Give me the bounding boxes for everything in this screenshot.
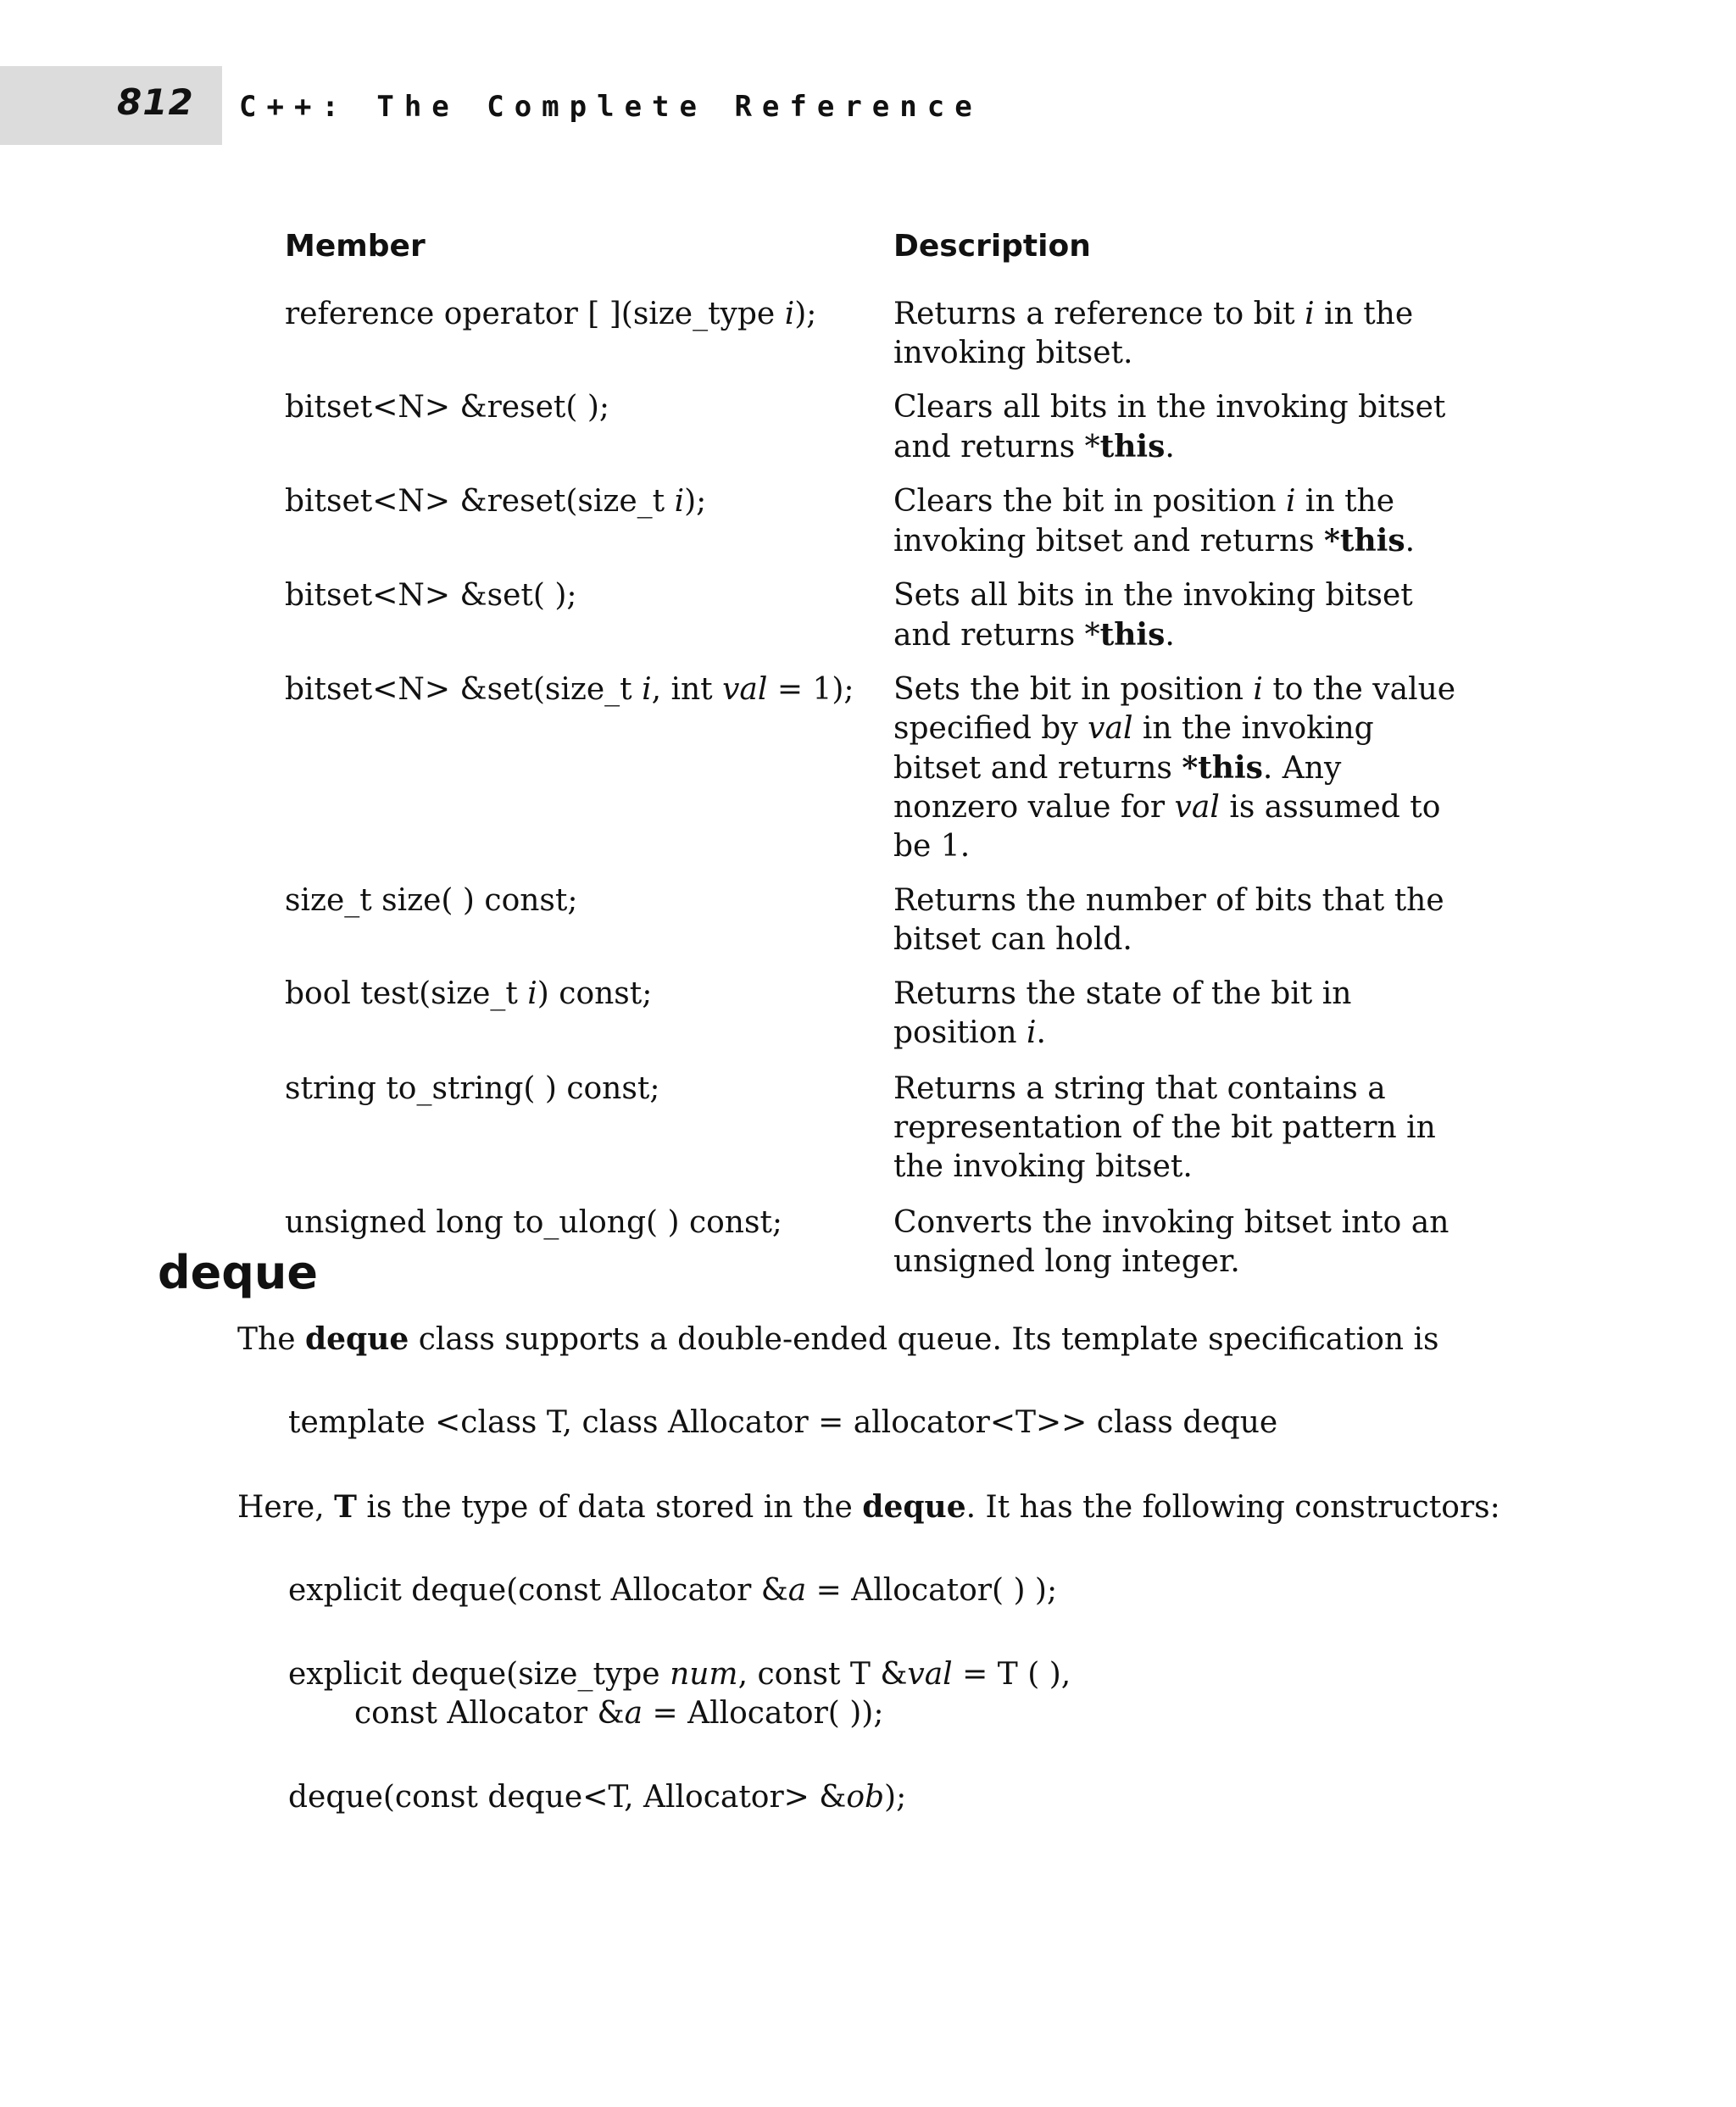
text-run: ob (846, 1780, 885, 1815)
section-heading-deque: deque (158, 1246, 318, 1299)
member-signature (285, 295, 816, 334)
text-run: The (237, 1322, 305, 1357)
member-signature (285, 881, 578, 920)
text-run: . It has the following constructors: (965, 1490, 1500, 1525)
table-row (285, 482, 1472, 561)
member-signature (285, 576, 577, 615)
constructor-copy (288, 1778, 906, 1817)
member-signature (285, 1204, 782, 1243)
text-run: ) const; (537, 976, 653, 1011)
text-run: i (784, 297, 795, 331)
table-row (285, 576, 1472, 655)
text-run: is assumed to be 1. (893, 790, 1441, 864)
member-description (893, 670, 1470, 866)
member-signature (285, 670, 854, 709)
text-run: in the invoking bitset and returns (893, 484, 1395, 559)
text-run: i (1305, 297, 1315, 331)
text-run: in the invoking bitset and returns (893, 711, 1374, 786)
text-run: = T ( ), (952, 1657, 1071, 1692)
intro-paragraph (237, 1320, 1439, 1359)
member-description (893, 482, 1470, 561)
member-description (893, 388, 1470, 467)
template-specification (288, 1404, 1277, 1443)
text-run: = Allocator( ) ); (806, 1573, 1058, 1608)
text-run: this (1099, 617, 1166, 653)
text-run: val (722, 672, 768, 707)
text-run: val (1088, 711, 1133, 746)
text-run: Sets all bits in the invoking bitset and returns * (893, 578, 1413, 653)
text-run: deque (862, 1489, 966, 1525)
constructor-size-line1 (288, 1655, 1071, 1694)
member-description (893, 1204, 1470, 1281)
text-run: Here, (237, 1490, 335, 1525)
member-signature (285, 1070, 659, 1109)
text-run: i (1253, 672, 1263, 707)
member-description (893, 975, 1470, 1053)
text-run: . Any nonzero value for (893, 751, 1342, 825)
running-head: C++: The Complete Reference (239, 90, 982, 124)
text-run: bool test(size_t (285, 976, 528, 1011)
text-run: Clears the bit in position (893, 484, 1286, 519)
text-run: . (1165, 430, 1175, 464)
text-run: a (624, 1696, 643, 1731)
text-run: , int (651, 672, 723, 707)
table-row (285, 1204, 1472, 1281)
text-run: bitset<N> &set(size_t (285, 672, 643, 707)
text-run: to the value specified by (893, 672, 1456, 746)
text-run: reference operator [ ](size_type (285, 297, 785, 331)
page-number: 812 (117, 81, 194, 123)
text-run: class supports a double-ended queue. Its template specification is (409, 1322, 1439, 1357)
text-run: explicit deque(size_type (288, 1657, 670, 1692)
text-run: template <class T, class Allocator = allocator<T>> class deque (288, 1405, 1278, 1440)
table-body (285, 295, 1472, 1281)
text-run: *this (1324, 523, 1405, 559)
table-row (285, 881, 1472, 959)
text-run: num (670, 1657, 738, 1692)
text-run: Returns a reference to bit (893, 297, 1305, 331)
text-run: . (1036, 1015, 1046, 1050)
text-run: = Allocator( )); (643, 1696, 884, 1731)
member-description (893, 1070, 1470, 1187)
table-header (285, 229, 1472, 295)
constructor-size-line2 (354, 1694, 883, 1733)
text-run: bitset<N> &reset( ); (285, 390, 610, 425)
text-run: i (674, 484, 685, 519)
text-run: i (527, 976, 537, 1011)
text-run: const Allocator & (354, 1696, 625, 1731)
text-run: Returns the number of bits that the bitset can hold. (893, 883, 1444, 957)
text-run: explicit deque(const Allocator & (288, 1573, 788, 1608)
text-run: is the type of data stored in the (356, 1490, 863, 1525)
text-run: i (642, 672, 652, 707)
member-description (893, 881, 1470, 959)
table-row (285, 670, 1472, 866)
table-row (285, 295, 1472, 373)
text-run: Sets the bit in position (893, 672, 1254, 707)
here-paragraph (237, 1487, 1500, 1527)
text-run: string to_string( ) const; (285, 1071, 660, 1106)
constructor-default (288, 1571, 1057, 1610)
column-header-member: Member (285, 229, 426, 264)
member-signature (285, 975, 652, 1014)
member-table (285, 229, 1472, 1281)
column-header-description: Description (893, 229, 1091, 264)
text-run: . (1405, 524, 1416, 559)
text-run: Clears all bits in the invoking bitset and returns * (893, 390, 1446, 464)
table-row (285, 975, 1472, 1053)
member-description (893, 576, 1470, 655)
text-run: i (1027, 1015, 1037, 1050)
text-run: in the invoking bitset. (893, 297, 1414, 370)
text-run: ); (884, 1780, 907, 1815)
text-run: , const T & (737, 1657, 908, 1692)
member-description (893, 295, 1470, 373)
text-run: i (1285, 484, 1296, 519)
member-signature (285, 388, 609, 427)
text-run: bitset<N> &reset(size_t (285, 484, 675, 519)
text-run: = 1); (767, 672, 854, 707)
text-run: Converts the invoking bitset into an unsigned long integer. (893, 1205, 1449, 1279)
text-run: ); (794, 297, 817, 331)
text-run: . (1165, 618, 1175, 653)
text-run: ); (684, 484, 707, 519)
member-signature (285, 482, 706, 521)
text-run: this (1099, 429, 1166, 464)
text-run: a (787, 1573, 807, 1608)
text-run: size_t size( ) const; (285, 883, 578, 918)
text-run: bitset<N> &set( ); (285, 578, 577, 613)
table-row (285, 388, 1472, 467)
text-run: val (907, 1657, 953, 1692)
text-run: deque(const deque<T, Allocator> & (288, 1780, 847, 1815)
table-row (285, 1070, 1472, 1187)
text-run: Returns a string that contains a representation of the bit pattern in the invoking bitset. (893, 1071, 1436, 1184)
text-run: T (334, 1489, 357, 1525)
text-run: deque (304, 1321, 409, 1357)
text-run: Returns the state of the bit in position (893, 976, 1352, 1050)
text-run: unsigned long to_ulong( ) const; (285, 1205, 783, 1240)
text-run: val (1174, 790, 1220, 825)
text-run: *this (1182, 750, 1263, 786)
